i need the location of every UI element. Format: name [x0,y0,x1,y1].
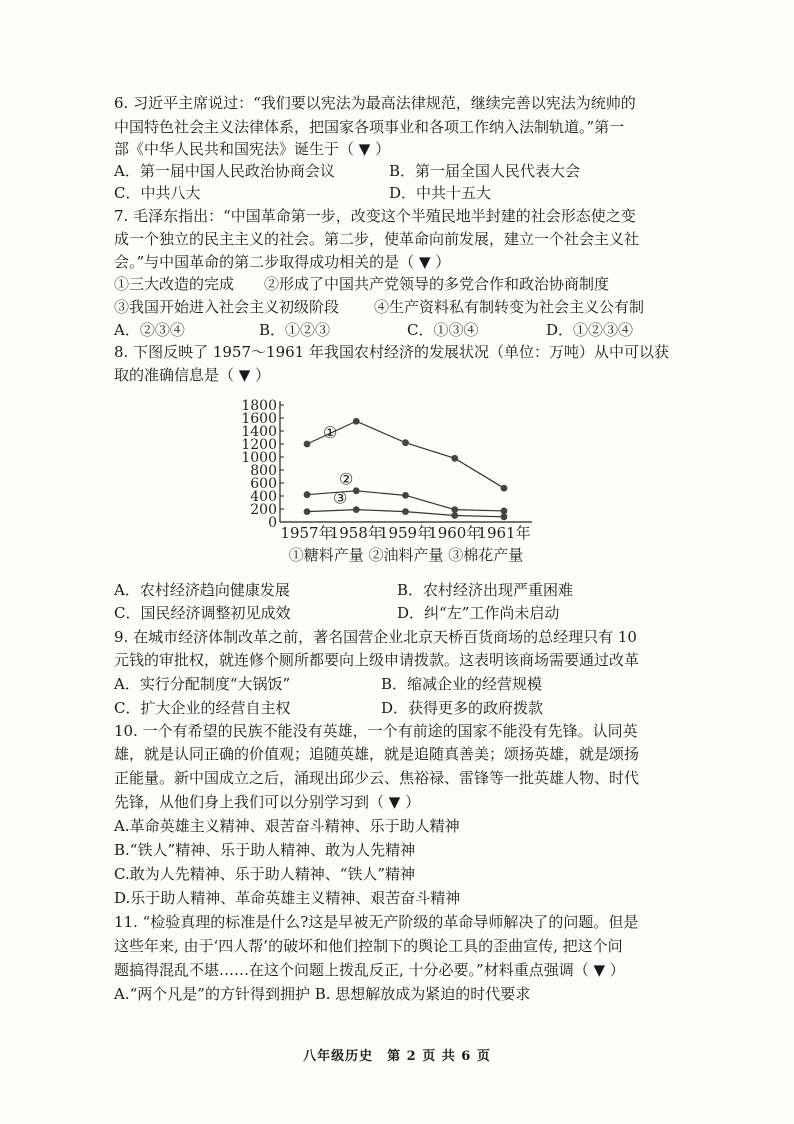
q6-stem-line-3: 部《中华人民共和国宪法》诞生于（ ▼ ） [114,140,391,158]
series-marker-label: ① [323,423,338,442]
q6-option-c[interactable]: C．中共八大 [114,184,201,202]
q8-option-a[interactable]: A．农村经济趋向健康发展 [114,581,290,599]
q9-stem-line-1: 9. 在城市经济体制改革之前，著名国营企业北京天桥百货商场的总经理只有 10 [114,628,637,646]
y-tick-label: 1400 [241,424,277,440]
x-tick-label: 1958年 [329,524,383,542]
data-point [402,492,409,499]
series-marker-label: ③ [333,488,348,508]
q7-item-1: ①三大改造的完成 [114,275,235,293]
x-tick-label: 1961年 [477,524,531,542]
q11-stem-line-1: 11. “检验真理的标准是什么?这是早被无产阶级的革命导师解决了的问题。但是 [114,913,639,931]
q11-stem-line-2: 这些年来, 由于‘四人帮’的破坏和他们控制下的舆论工具的歪曲宣传, 把这个问 [114,937,623,955]
q10-option-c[interactable]: C.敢为人先精神、乐于助人精神、“铁人”精神 [114,865,416,883]
q6-option-a[interactable]: A．第一届中国人民政治协商会议 [114,162,335,180]
q7-stem-line-1: 7. 毛泽东指出：“中国革命第一步，改变这个半殖民地半封建的社会形态使之变 [114,207,636,225]
q9-option-a[interactable]: A．实行分配制度“大锅饭” [114,675,291,693]
data-point [353,506,360,513]
data-point [451,455,458,462]
data-point [304,491,311,498]
y-tick-label: 1200 [241,437,277,453]
rural-economy-line-chart [232,395,542,575]
q7-item-4: ④生产资料私有制转变为社会主义公有制 [374,298,645,316]
data-point [304,441,311,448]
data-point [501,508,508,515]
q7-item-2: ②形成了中国共产党领导的多党合作和政治协商制度 [264,275,610,293]
q6-option-b[interactable]: B．第一届全国人民代表大会 [389,162,581,180]
q10-option-d[interactable]: D.乐于助人精神、革命英雄主义精神、艰苦奋斗精神 [114,889,461,907]
q11-stem-line-3: 题搞得混乱不堪……在这个问题上拨乱反正, 十分必要。”材料重点强调（ ▼ ） [114,961,625,979]
q8-stem-line-1: 8. 下图反映了 1957～1961 年我国农村经济的发展状况（单位：万吨）从中可以获 [114,343,669,361]
x-tick-label: 1959年 [378,524,433,542]
data-point [353,418,360,425]
x-tick-label: 1960年 [428,524,482,542]
q7-option-a[interactable]: A．②③④ [114,321,185,339]
q10-stem-line-4: 先锋，从他们身上我们可以分别学习到（ ▼ ） [114,793,421,811]
q9-option-b[interactable]: B．缩减企业的经营规模 [381,675,543,693]
q6-stem-line-1: 6. 习近平主席说过：“我们要以宪法为最高法律规范，继续完善以宪法为统帅的 [114,94,636,112]
q7-option-d[interactable]: D．①②③④ [546,321,634,339]
q8-option-c[interactable]: C．国民经济调整初见成效 [114,604,291,622]
q11-options-ab[interactable]: A.“两个凡是”的方针得到拥护 B. 思想解放成为紧迫的时代要求 [114,985,531,1003]
chart-legend: ①糖料产量 ②油料产量 ③棉花产量 [288,546,524,564]
y-tick-label: 200 [250,502,277,518]
q8-stem-line-2: 取的准确信息是（ ▼ ） [114,366,271,384]
q10-stem-line-2: 雄，就是认同正确的价值观；追随英雄，就是追随真善美；颂扬英雄，就是颂扬 [114,745,640,763]
y-tick-label: 800 [250,463,277,479]
y-tick-label: 1800 [241,398,277,414]
data-point [451,506,458,513]
q9-stem-line-2: 元钱的审批权，就连修个厕所都要向上级申请拨款。这表明该商场需要通过改革 [114,651,640,669]
q6-stem-line-2: 中国特色社会主义法律体系，把国家各项事业和各项工作纳入法制轨道。”第一 [114,118,625,136]
q10-stem-line-1: 10. 一个有希望的民族不能没有英雄，一个有前途的国家不能没有先锋。认同英 [114,722,638,740]
q7-stem-line-3: 会。”与中国革命的第二步取得成功相关的是（ ▼ ） [114,253,451,271]
q7-item-3: ③我国开始进入社会主义初级阶段 [114,298,340,316]
q10-option-b[interactable]: B.“铁人”精神、乐于助人精神、敢为人先精神 [114,841,416,859]
q8-option-b[interactable]: B．农村经济出现严重困难 [397,581,574,599]
q9-option-c[interactable]: C．扩大企业的经营自主权 [114,699,291,717]
q10-stem-line-3: 正能量。新中国成立之后，涌现出邱少云、焦裕禄、雷锋等一批英雄人物、时代 [114,769,640,787]
q6-option-d[interactable]: D．中共十五大 [389,184,492,202]
y-tick-label: 1600 [241,411,277,427]
x-tick-label: 1957年 [280,524,334,542]
page-footer: 八年级历史 第 2 页 共 6 页 [303,1049,491,1064]
data-point [451,512,458,519]
data-point [304,508,311,515]
y-tick-label: 600 [250,476,277,492]
q7-stem-line-2: 成一个独立的民主主义的社会。第二步，使革命向前发展，建立一个社会主义社 [114,230,640,248]
data-point [402,508,409,515]
q9-option-d[interactable]: D．获得更多的政府拨款 [381,699,544,717]
data-point [501,513,508,520]
series-marker-label: ② [339,469,354,489]
y-tick-label: 0 [268,515,277,531]
data-point [402,439,409,446]
q8-option-d[interactable]: D．纠“左”工作尚未启动 [397,604,560,622]
data-point [353,487,360,494]
y-tick-label: 1000 [241,450,277,466]
data-point [501,485,508,492]
q7-option-c[interactable]: C．①③④ [407,321,479,339]
q7-option-b[interactable]: B．①②③ [259,321,331,339]
y-tick-label: 400 [250,489,277,505]
q10-option-a[interactable]: A.革命英雄主义精神、艰苦奋斗精神、乐于助人精神 [114,817,460,835]
